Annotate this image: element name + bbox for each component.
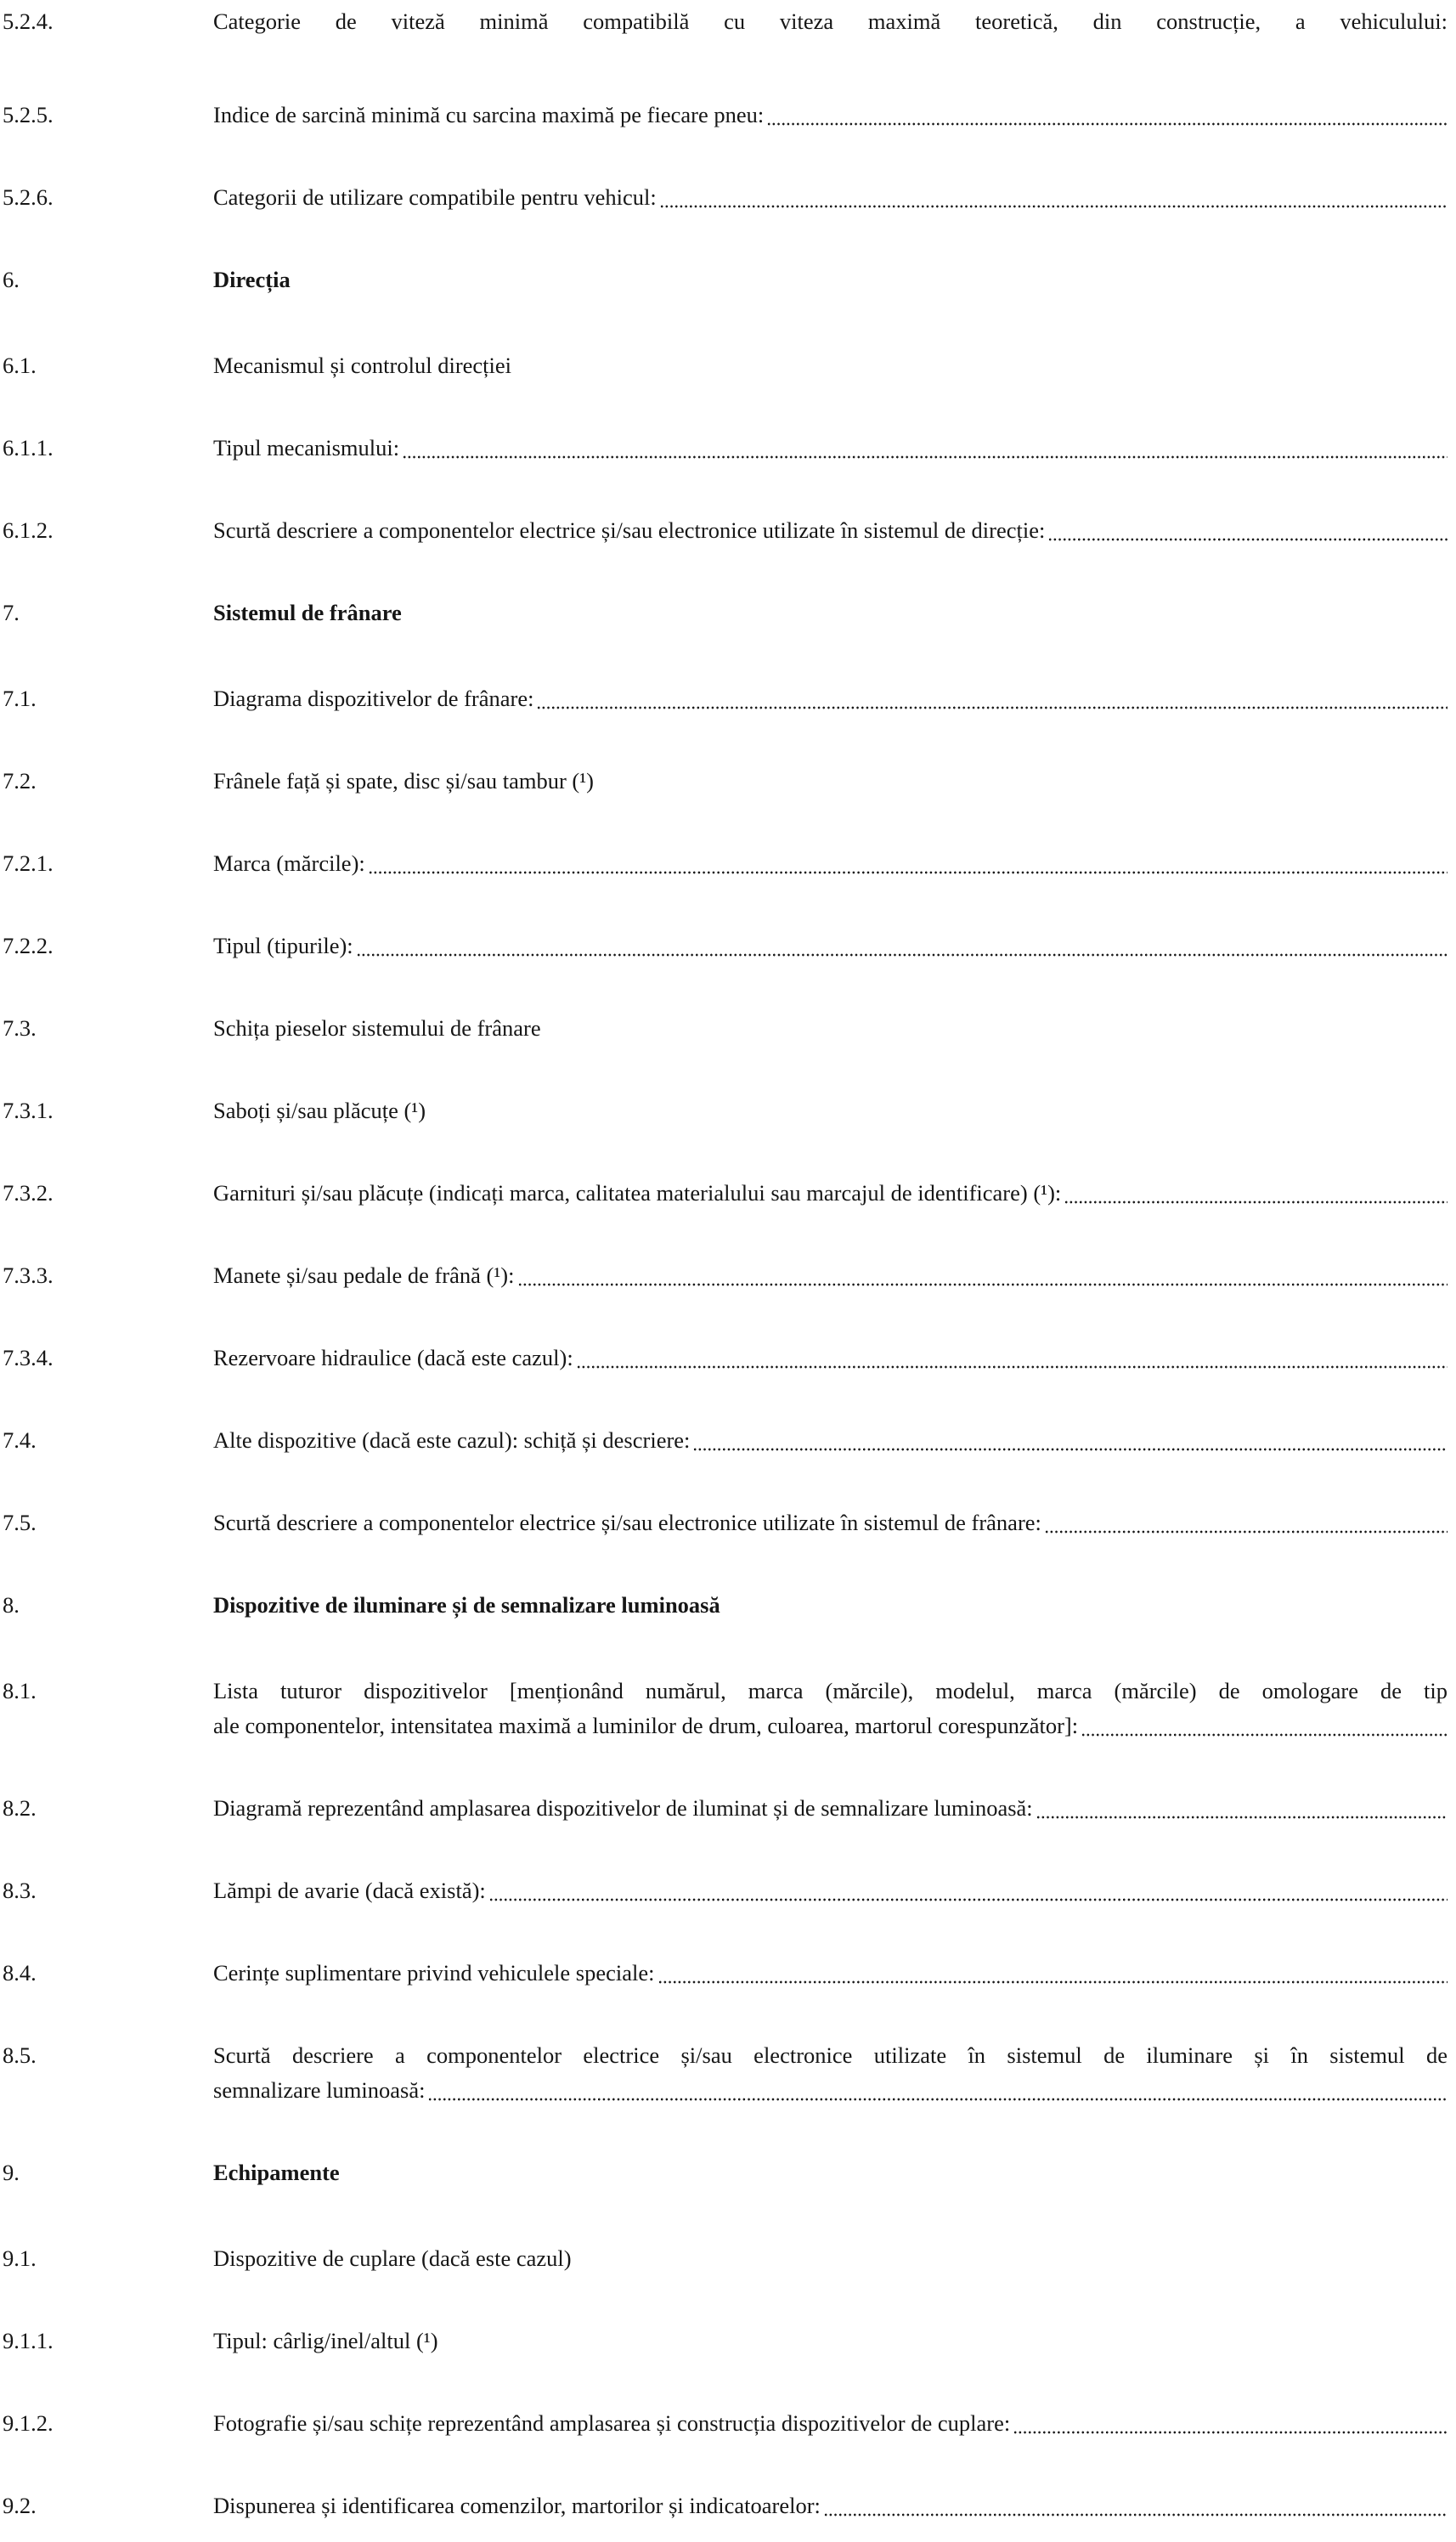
item-content <box>213 1791 1448 1826</box>
document-item-9-1 <box>3 2241 1448 2276</box>
document-item-7-3-1 <box>3 1093 1448 1128</box>
document-item-6-1-1 <box>3 431 1448 466</box>
document-item-8-4 <box>3 1956 1448 1991</box>
document-item-6-1-2 <box>3 513 1448 548</box>
item-content <box>213 348 1448 383</box>
item-line <box>213 596 1448 630</box>
item-text: Lămpi de avarie (dacă există): <box>213 1878 486 1903</box>
item-line <box>213 513 1448 548</box>
item-content <box>213 2241 1448 2276</box>
document-item-7-1 <box>3 681 1448 716</box>
item-text: Dispozitive de iluminare și de semnalizare luminoasă <box>213 1592 720 1618</box>
item-line <box>213 2406 1448 2441</box>
item-content <box>213 98 1448 133</box>
document-page <box>3 4 1448 2542</box>
document-item-5-2-6 <box>3 180 1448 215</box>
item-number: 8.1. <box>3 1678 37 1703</box>
item-number: 7.3.1. <box>3 1098 54 1123</box>
document-item-9-2 <box>3 2488 1448 2523</box>
item-number: 9. <box>3 2160 20 2185</box>
item-content <box>213 681 1448 716</box>
item-text: Mecanismul și controlul direcției <box>213 353 512 378</box>
item-text: Lista tuturor dispozitivelor [menționând numărul, marca (mărcile), modelul, marca (mărcile) de omologare de tip <box>213 1678 1448 1703</box>
item-text: Rezervoare hidraulice (dacă este cazul): <box>213 1345 573 1370</box>
item-text: Marca (mărcile): <box>213 850 365 876</box>
dotted-leader <box>537 681 1448 716</box>
item-line <box>213 1873 1448 1908</box>
document-item-6-1 <box>3 348 1448 383</box>
item-content <box>213 596 1448 630</box>
item-line <box>213 1176 1448 1211</box>
item-text: Sistemul de frânare <box>213 600 402 625</box>
item-number: 5.2.6. <box>3 184 54 210</box>
item-text: Schița pieselor sistemului de frânare <box>213 1015 541 1041</box>
item-content <box>213 2488 1448 2523</box>
item-text: Frânele față și spate, disc și/sau tambur (¹) <box>213 768 595 794</box>
item-content <box>213 1341 1448 1376</box>
item-text: Indice de sarcină minimă cu sarcina maximă pe fiecare pneu: <box>213 102 765 127</box>
dotted-leader <box>1045 1505 1448 1540</box>
item-number: 8.3. <box>3 1878 37 1903</box>
item-line <box>213 1423 1448 1458</box>
item-content <box>213 180 1448 215</box>
dotted-leader <box>1081 1709 1448 1743</box>
item-text: Tipul: cârlig/inel/altul (¹) <box>213 2328 438 2353</box>
item-line <box>213 1674 1448 1709</box>
item-line <box>213 2488 1448 2523</box>
item-content <box>213 764 1448 799</box>
document-item-9-1-2 <box>3 2406 1448 2441</box>
document-item-8-5 <box>3 2038 1448 2108</box>
item-line <box>213 1258 1448 1293</box>
item-text: Categorii de utilizare compatibile pentru vehicul: <box>213 184 657 210</box>
item-line <box>213 1341 1448 1376</box>
dotted-leader <box>1013 2406 1448 2441</box>
dotted-leader <box>1048 513 1448 548</box>
item-content <box>213 1258 1448 1293</box>
document-item-7-3-2 <box>3 1176 1448 1211</box>
item-number: 6.1. <box>3 353 37 378</box>
item-number: 6.1.1. <box>3 435 54 460</box>
document-item-7-2-1 <box>3 846 1448 881</box>
dotted-leader <box>658 1956 1448 1991</box>
item-number: 8.2. <box>3 1795 37 1821</box>
item-content <box>213 846 1448 881</box>
item-line <box>213 1505 1448 1540</box>
item-content <box>213 2324 1448 2358</box>
item-number: 7.3. <box>3 1015 37 1041</box>
item-number: 7.3.3. <box>3 1263 54 1288</box>
item-content <box>213 4 1448 50</box>
document-item-5-2-5 <box>3 98 1448 133</box>
item-line <box>213 348 1448 383</box>
item-text: Diagrama dispozitivelor de frânare: <box>213 686 534 711</box>
item-number: 5.2.5. <box>3 102 54 127</box>
item-line <box>213 2324 1448 2358</box>
dotted-leader <box>660 180 1448 215</box>
document-item-7 <box>3 596 1448 630</box>
item-content <box>213 1674 1448 1743</box>
item-text: Cerințe suplimentare privind vehiculele speciale: <box>213 1960 655 1986</box>
item-content <box>213 1588 1448 1623</box>
item-text: ale componentelor, intensitatea maximă a luminilor de drum, culoarea, martorul corespunzător]: <box>213 1713 1079 1738</box>
item-line <box>213 431 1448 466</box>
document-item-7-3-3 <box>3 1258 1448 1293</box>
dotted-leader <box>518 1258 1448 1293</box>
item-text: Scurtă descriere a componentelor electrice și/sau electronice utilizate în sistemul de iluminare și în sistemul de <box>213 2042 1448 2068</box>
item-line <box>213 681 1448 716</box>
item-number: 9.1. <box>3 2245 37 2271</box>
item-content <box>213 2406 1448 2441</box>
dotted-leader <box>489 1873 1448 1908</box>
item-content <box>213 2155 1448 2190</box>
dotted-leader <box>824 2488 1448 2523</box>
document-item-7-3 <box>3 1011 1448 1046</box>
item-content <box>213 1011 1448 1046</box>
item-number: 9.1.2. <box>3 2410 54 2436</box>
item-line <box>213 1011 1448 1046</box>
item-number: 7.1. <box>3 686 37 711</box>
item-content <box>213 431 1448 466</box>
document-item-8-1 <box>3 1674 1448 1743</box>
item-content <box>213 1176 1448 1211</box>
dotted-leader <box>428 2073 1448 2108</box>
document-item-7-2-2 <box>3 929 1448 963</box>
document-item-8-2 <box>3 1791 1448 1826</box>
item-line <box>213 1093 1448 1128</box>
item-text: Saboți și/sau plăcuțe (¹) <box>213 1098 426 1123</box>
document-item-5-2-4 <box>3 4 1448 50</box>
item-number: 7.4. <box>3 1427 37 1453</box>
dotted-leader <box>357 929 1448 963</box>
item-line <box>213 2155 1448 2190</box>
item-text: Dispozitive de cuplare (dacă este cazul) <box>213 2245 572 2271</box>
document-item-7-3-4 <box>3 1341 1448 1376</box>
item-number: 9.2. <box>3 2493 37 2518</box>
item-line <box>213 98 1448 133</box>
item-text: Fotografie și/sau schițe reprezentând amplasarea și construcția dispozitivelor de cuplare: <box>213 2410 1011 2436</box>
item-number: 7.3.2. <box>3 1180 54 1206</box>
dotted-leader <box>403 431 1448 466</box>
item-content <box>213 263 1448 297</box>
item-text: Manete și/sau pedale de frână (¹): <box>213 1263 515 1288</box>
dotted-leader <box>1036 1791 1448 1826</box>
item-content <box>213 2038 1448 2108</box>
item-line <box>213 263 1448 297</box>
item-text: Dispunerea și identificarea comenzilor, martorilor și indicatoarelor: <box>213 2493 821 2518</box>
item-text: Scurtă descriere a componentelor electrice și/sau electronice utilizate în sistemul de frânare: <box>213 1510 1041 1535</box>
item-text: Scurtă descriere a componentelor electrice și/sau electronice utilizate în sistemul de direcție: <box>213 517 1046 543</box>
document-item-8-3 <box>3 1873 1448 1908</box>
item-number: 7.2.2. <box>3 933 54 958</box>
item-content <box>213 1956 1448 1991</box>
dotted-leader <box>693 1423 1448 1458</box>
item-number: 7.2. <box>3 768 37 794</box>
item-text: Garnituri și/sau plăcuțe (indicați marca, calitatea materialului sau marcajul de identificare) (¹): <box>213 1180 1062 1206</box>
item-content <box>213 513 1448 548</box>
item-line <box>213 2038 1448 2073</box>
item-line <box>213 2241 1448 2276</box>
dotted-leader <box>577 1341 1448 1376</box>
item-number: 6.1.2. <box>3 517 54 543</box>
item-content <box>213 1423 1448 1458</box>
item-number: 7.3.4. <box>3 1345 54 1370</box>
item-content <box>213 1873 1448 1908</box>
item-line <box>213 929 1448 963</box>
item-text: Categorie de viteză minimă compatibilă cu viteza maximă teoretică, din construcție, a vehiculului: <box>213 8 1448 34</box>
item-text: Echipamente <box>213 2160 340 2185</box>
document-item-7-2 <box>3 764 1448 799</box>
item-line <box>213 2073 1448 2108</box>
item-line <box>213 1709 1448 1743</box>
item-line <box>213 764 1448 799</box>
item-content <box>213 1093 1448 1128</box>
item-number: 7. <box>3 600 20 625</box>
item-text: Diagramă reprezentând amplasarea dispozitivelor de iluminat și de semnalizare luminoasă: <box>213 1795 1033 1821</box>
item-text: semnalizare luminoasă: <box>213 2077 426 2103</box>
document-item-7-5 <box>3 1505 1448 1540</box>
item-line <box>213 1956 1448 1991</box>
dotted-leader <box>369 846 1448 881</box>
item-number: 7.5. <box>3 1510 37 1535</box>
document-item-6 <box>3 263 1448 297</box>
item-line <box>213 1791 1448 1826</box>
item-line <box>213 846 1448 881</box>
document-item-7-4 <box>3 1423 1448 1458</box>
item-number: 8.5. <box>3 2042 37 2068</box>
dotted-leader <box>767 98 1448 133</box>
item-text: Tipul (tipurile): <box>213 933 353 958</box>
item-content <box>213 1505 1448 1540</box>
item-number: 8.4. <box>3 1960 37 1986</box>
item-number: 9.1.1. <box>3 2328 54 2353</box>
item-content <box>213 929 1448 963</box>
item-line <box>213 180 1448 215</box>
item-line <box>213 1588 1448 1623</box>
document-item-9 <box>3 2155 1448 2190</box>
item-number: 8. <box>3 1592 20 1618</box>
document-item-8 <box>3 1588 1448 1623</box>
document-body <box>3 4 1448 2523</box>
item-number: 5.2.4. <box>3 8 54 34</box>
item-text: Direcția <box>213 267 291 292</box>
item-number: 6. <box>3 267 20 292</box>
item-number: 7.2.1. <box>3 850 54 876</box>
dotted-leader <box>1064 1176 1448 1211</box>
document-item-9-1-1 <box>3 2324 1448 2358</box>
item-text: Alte dispozitive (dacă este cazul): schiță și descriere: <box>213 1427 691 1453</box>
item-text: Tipul mecanismului: <box>213 435 400 460</box>
item-line <box>213 4 1448 39</box>
